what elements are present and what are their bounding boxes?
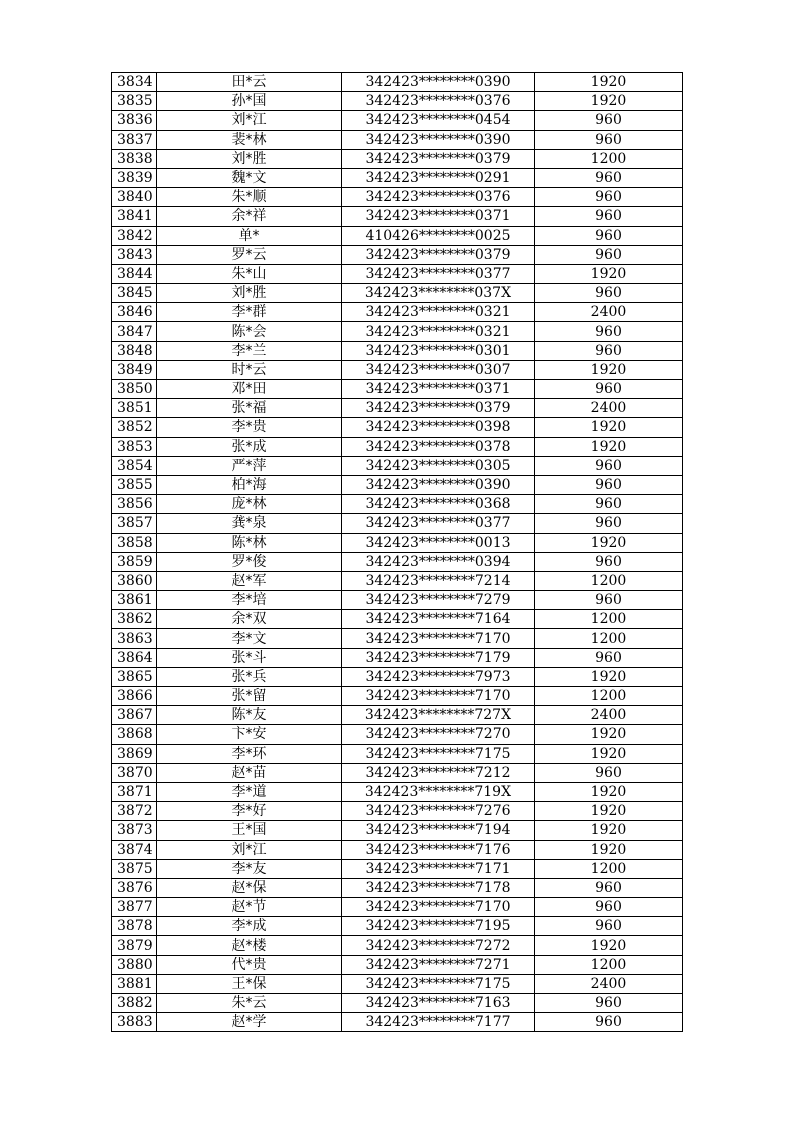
name-cell: 张*留 bbox=[157, 687, 342, 706]
id-number-cell: 342423********7271 bbox=[342, 955, 535, 974]
table-row bbox=[112, 667, 683, 686]
name-cell: 张*斗 bbox=[157, 648, 342, 667]
id-number-cell: 342423********7164 bbox=[342, 610, 535, 629]
name-cell: 李*贵 bbox=[157, 418, 342, 437]
table-row bbox=[112, 168, 683, 187]
id-number-cell: 342423********727X bbox=[342, 706, 535, 725]
id-number-cell: 410426********0025 bbox=[342, 226, 535, 245]
row-number-cell: 3844 bbox=[112, 264, 157, 283]
name-cell: 朱*顺 bbox=[157, 188, 342, 207]
amount-cell: 960 bbox=[535, 878, 683, 897]
row-number-cell: 3879 bbox=[112, 936, 157, 955]
name-cell: 陈*林 bbox=[157, 533, 342, 552]
table-row bbox=[112, 629, 683, 648]
amount-cell: 1920 bbox=[535, 667, 683, 686]
table-row bbox=[112, 1013, 683, 1032]
amount-cell: 1200 bbox=[535, 149, 683, 168]
row-number-cell: 3881 bbox=[112, 974, 157, 993]
table-row bbox=[112, 226, 683, 245]
id-number-cell: 342423********7170 bbox=[342, 687, 535, 706]
name-cell: 李*培 bbox=[157, 591, 342, 610]
id-number-cell: 342423********7973 bbox=[342, 667, 535, 686]
table-row bbox=[112, 763, 683, 782]
name-cell: 罗*俊 bbox=[157, 552, 342, 571]
amount-cell: 960 bbox=[535, 917, 683, 936]
id-number-cell: 342423********0321 bbox=[342, 303, 535, 322]
table-row bbox=[112, 552, 683, 571]
amount-cell: 1200 bbox=[535, 859, 683, 878]
table-row bbox=[112, 859, 683, 878]
amount-cell: 1200 bbox=[535, 610, 683, 629]
amount-cell: 1920 bbox=[535, 744, 683, 763]
amount-cell: 1200 bbox=[535, 955, 683, 974]
amount-cell: 1920 bbox=[535, 92, 683, 111]
name-cell: 张*福 bbox=[157, 399, 342, 418]
amount-cell: 960 bbox=[535, 763, 683, 782]
name-cell: 李*环 bbox=[157, 744, 342, 763]
amount-cell: 960 bbox=[535, 341, 683, 360]
amount-cell: 960 bbox=[535, 648, 683, 667]
row-number-cell: 3861 bbox=[112, 591, 157, 610]
id-number-cell: 342423********7276 bbox=[342, 802, 535, 821]
id-number-cell: 342423********0307 bbox=[342, 360, 535, 379]
amount-cell: 2400 bbox=[535, 303, 683, 322]
id-number-cell: 342423********7272 bbox=[342, 936, 535, 955]
row-number-cell: 3850 bbox=[112, 380, 157, 399]
table-row bbox=[112, 149, 683, 168]
id-number-cell: 342423********7214 bbox=[342, 571, 535, 590]
name-cell: 罗*云 bbox=[157, 245, 342, 264]
row-number-cell: 3863 bbox=[112, 629, 157, 648]
name-cell: 余*祥 bbox=[157, 207, 342, 226]
amount-cell: 1920 bbox=[535, 802, 683, 821]
amount-cell: 2400 bbox=[535, 974, 683, 993]
table-row bbox=[112, 706, 683, 725]
id-number-cell: 342423********7176 bbox=[342, 840, 535, 859]
id-number-cell: 342423********0376 bbox=[342, 188, 535, 207]
amount-cell: 960 bbox=[535, 380, 683, 399]
name-cell: 刘*胜 bbox=[157, 149, 342, 168]
id-number-cell: 342423********7170 bbox=[342, 898, 535, 917]
id-number-cell: 342423********0379 bbox=[342, 245, 535, 264]
id-number-cell: 342423********0371 bbox=[342, 380, 535, 399]
id-number-cell: 342423********7163 bbox=[342, 994, 535, 1013]
row-number-cell: 3857 bbox=[112, 514, 157, 533]
table-row bbox=[112, 495, 683, 514]
name-cell: 李*群 bbox=[157, 303, 342, 322]
row-number-cell: 3873 bbox=[112, 821, 157, 840]
row-number-cell: 3862 bbox=[112, 610, 157, 629]
name-cell: 张*兵 bbox=[157, 667, 342, 686]
amount-cell: 960 bbox=[535, 284, 683, 303]
amount-cell: 1920 bbox=[535, 725, 683, 744]
row-number-cell: 3839 bbox=[112, 168, 157, 187]
table-row bbox=[112, 380, 683, 399]
table-row bbox=[112, 610, 683, 629]
amount-cell: 960 bbox=[535, 188, 683, 207]
name-cell: 庞*林 bbox=[157, 495, 342, 514]
row-number-cell: 3858 bbox=[112, 533, 157, 552]
name-cell: 孙*国 bbox=[157, 92, 342, 111]
id-number-cell: 342423********7177 bbox=[342, 1013, 535, 1032]
table-row bbox=[112, 974, 683, 993]
row-number-cell: 3866 bbox=[112, 687, 157, 706]
name-cell: 陈*友 bbox=[157, 706, 342, 725]
id-number-cell: 342423********7270 bbox=[342, 725, 535, 744]
id-number-cell: 342423********0377 bbox=[342, 264, 535, 283]
amount-cell: 960 bbox=[535, 591, 683, 610]
table-row bbox=[112, 591, 683, 610]
amount-cell: 1920 bbox=[535, 936, 683, 955]
name-cell: 陈*会 bbox=[157, 322, 342, 341]
id-number-cell: 342423********0379 bbox=[342, 399, 535, 418]
row-number-cell: 3847 bbox=[112, 322, 157, 341]
table-row bbox=[112, 303, 683, 322]
name-cell: 代*贵 bbox=[157, 955, 342, 974]
row-number-cell: 3845 bbox=[112, 284, 157, 303]
name-cell: 朱*山 bbox=[157, 264, 342, 283]
name-cell: 李*成 bbox=[157, 917, 342, 936]
name-cell: 赵*军 bbox=[157, 571, 342, 590]
amount-cell: 1200 bbox=[535, 687, 683, 706]
row-number-cell: 3837 bbox=[112, 130, 157, 149]
id-number-cell: 342423********0379 bbox=[342, 149, 535, 168]
id-number-cell: 342423********7179 bbox=[342, 648, 535, 667]
amount-cell: 1920 bbox=[535, 840, 683, 859]
id-number-cell: 342423********7279 bbox=[342, 591, 535, 610]
table-row bbox=[112, 955, 683, 974]
table-row bbox=[112, 802, 683, 821]
amount-cell: 1920 bbox=[535, 73, 683, 92]
name-cell: 严*萍 bbox=[157, 456, 342, 475]
row-number-cell: 3834 bbox=[112, 73, 157, 92]
table-row bbox=[112, 264, 683, 283]
row-number-cell: 3840 bbox=[112, 188, 157, 207]
row-number-cell: 3856 bbox=[112, 495, 157, 514]
amount-cell: 960 bbox=[535, 456, 683, 475]
name-cell: 王*国 bbox=[157, 821, 342, 840]
amount-cell: 960 bbox=[535, 475, 683, 494]
name-cell: 邓*田 bbox=[157, 380, 342, 399]
amount-cell: 1920 bbox=[535, 360, 683, 379]
amount-cell: 960 bbox=[535, 245, 683, 264]
name-cell: 龚*泉 bbox=[157, 514, 342, 533]
row-number-cell: 3851 bbox=[112, 399, 157, 418]
name-cell: 赵*保 bbox=[157, 878, 342, 897]
amount-cell: 960 bbox=[535, 1013, 683, 1032]
id-number-cell: 342423********7171 bbox=[342, 859, 535, 878]
row-number-cell: 3859 bbox=[112, 552, 157, 571]
table-row bbox=[112, 322, 683, 341]
row-number-cell: 3872 bbox=[112, 802, 157, 821]
row-number-cell: 3882 bbox=[112, 994, 157, 1013]
row-number-cell: 3880 bbox=[112, 955, 157, 974]
amount-cell: 1200 bbox=[535, 571, 683, 590]
amount-cell: 960 bbox=[535, 130, 683, 149]
name-cell: 赵*苗 bbox=[157, 763, 342, 782]
table-row bbox=[112, 533, 683, 552]
table-row bbox=[112, 418, 683, 437]
row-number-cell: 3877 bbox=[112, 898, 157, 917]
amount-cell: 1920 bbox=[535, 264, 683, 283]
id-number-cell: 342423********0013 bbox=[342, 533, 535, 552]
amount-cell: 960 bbox=[535, 898, 683, 917]
id-number-cell: 342423********7195 bbox=[342, 917, 535, 936]
amount-cell: 960 bbox=[535, 207, 683, 226]
amount-cell: 960 bbox=[535, 226, 683, 245]
row-number-cell: 3842 bbox=[112, 226, 157, 245]
row-number-cell: 3835 bbox=[112, 92, 157, 111]
id-number-cell: 342423********0390 bbox=[342, 73, 535, 92]
row-number-cell: 3843 bbox=[112, 245, 157, 264]
table-row bbox=[112, 475, 683, 494]
table-row bbox=[112, 456, 683, 475]
table-row bbox=[112, 399, 683, 418]
amount-cell: 1920 bbox=[535, 437, 683, 456]
table-row bbox=[112, 898, 683, 917]
name-cell: 单* bbox=[157, 226, 342, 245]
table-row bbox=[112, 917, 683, 936]
row-number-cell: 3876 bbox=[112, 878, 157, 897]
name-cell: 卞*安 bbox=[157, 725, 342, 744]
id-number-cell: 342423********0394 bbox=[342, 552, 535, 571]
name-cell: 裴*林 bbox=[157, 130, 342, 149]
table-row bbox=[112, 111, 683, 130]
row-number-cell: 3841 bbox=[112, 207, 157, 226]
table-row bbox=[112, 360, 683, 379]
id-number-cell: 342423********0377 bbox=[342, 514, 535, 533]
id-number-cell: 342423********7178 bbox=[342, 878, 535, 897]
row-number-cell: 3860 bbox=[112, 571, 157, 590]
table-row bbox=[112, 725, 683, 744]
table-row bbox=[112, 571, 683, 590]
name-cell: 赵*楼 bbox=[157, 936, 342, 955]
name-cell: 刘*江 bbox=[157, 111, 342, 130]
amount-cell: 960 bbox=[535, 994, 683, 1013]
name-cell: 魏*文 bbox=[157, 168, 342, 187]
table-row bbox=[112, 840, 683, 859]
row-number-cell: 3853 bbox=[112, 437, 157, 456]
name-cell: 田*云 bbox=[157, 73, 342, 92]
id-number-cell: 342423********7212 bbox=[342, 763, 535, 782]
table-row bbox=[112, 284, 683, 303]
id-number-cell: 342423********037X bbox=[342, 284, 535, 303]
table-row bbox=[112, 245, 683, 264]
id-number-cell: 342423********7194 bbox=[342, 821, 535, 840]
row-number-cell: 3848 bbox=[112, 341, 157, 360]
row-number-cell: 3855 bbox=[112, 475, 157, 494]
id-number-cell: 342423********0371 bbox=[342, 207, 535, 226]
amount-cell: 1920 bbox=[535, 533, 683, 552]
id-number-cell: 342423********0291 bbox=[342, 168, 535, 187]
id-number-cell: 342423********7170 bbox=[342, 629, 535, 648]
id-number-cell: 342423********0454 bbox=[342, 111, 535, 130]
name-cell: 李*道 bbox=[157, 782, 342, 801]
id-number-cell: 342423********719X bbox=[342, 782, 535, 801]
table-row bbox=[112, 936, 683, 955]
table-row bbox=[112, 92, 683, 111]
id-number-cell: 342423********0305 bbox=[342, 456, 535, 475]
name-cell: 赵*学 bbox=[157, 1013, 342, 1032]
amount-cell: 960 bbox=[535, 514, 683, 533]
row-number-cell: 3852 bbox=[112, 418, 157, 437]
table-row bbox=[112, 341, 683, 360]
name-cell: 朱*云 bbox=[157, 994, 342, 1013]
table-row bbox=[112, 648, 683, 667]
table-body bbox=[112, 73, 683, 1032]
table-row bbox=[112, 878, 683, 897]
id-number-cell: 342423********0321 bbox=[342, 322, 535, 341]
row-number-cell: 3878 bbox=[112, 917, 157, 936]
id-number-cell: 342423********0390 bbox=[342, 475, 535, 494]
amount-cell: 960 bbox=[535, 111, 683, 130]
name-cell: 李*好 bbox=[157, 802, 342, 821]
row-number-cell: 3867 bbox=[112, 706, 157, 725]
row-number-cell: 3849 bbox=[112, 360, 157, 379]
row-number-cell: 3875 bbox=[112, 859, 157, 878]
row-number-cell: 3871 bbox=[112, 782, 157, 801]
row-number-cell: 3854 bbox=[112, 456, 157, 475]
table-row bbox=[112, 782, 683, 801]
amount-cell: 1920 bbox=[535, 782, 683, 801]
amount-cell: 2400 bbox=[535, 706, 683, 725]
name-cell: 王*保 bbox=[157, 974, 342, 993]
name-cell: 刘*胜 bbox=[157, 284, 342, 303]
amount-cell: 960 bbox=[535, 552, 683, 571]
name-cell: 柏*海 bbox=[157, 475, 342, 494]
row-number-cell: 3883 bbox=[112, 1013, 157, 1032]
name-cell: 李*友 bbox=[157, 859, 342, 878]
name-cell: 刘*江 bbox=[157, 840, 342, 859]
data-table bbox=[111, 72, 683, 1032]
table-row bbox=[112, 188, 683, 207]
id-number-cell: 342423********7175 bbox=[342, 744, 535, 763]
id-number-cell: 342423********0301 bbox=[342, 341, 535, 360]
row-number-cell: 3869 bbox=[112, 744, 157, 763]
name-cell: 余*双 bbox=[157, 610, 342, 629]
row-number-cell: 3868 bbox=[112, 725, 157, 744]
id-number-cell: 342423********0376 bbox=[342, 92, 535, 111]
row-number-cell: 3838 bbox=[112, 149, 157, 168]
row-number-cell: 3846 bbox=[112, 303, 157, 322]
row-number-cell: 3864 bbox=[112, 648, 157, 667]
name-cell: 张*成 bbox=[157, 437, 342, 456]
amount-cell: 1200 bbox=[535, 629, 683, 648]
row-number-cell: 3870 bbox=[112, 763, 157, 782]
table-row bbox=[112, 514, 683, 533]
row-number-cell: 3836 bbox=[112, 111, 157, 130]
name-cell: 时*云 bbox=[157, 360, 342, 379]
table-row bbox=[112, 744, 683, 763]
row-number-cell: 3874 bbox=[112, 840, 157, 859]
amount-cell: 1920 bbox=[535, 418, 683, 437]
id-number-cell: 342423********7175 bbox=[342, 974, 535, 993]
table-row bbox=[112, 437, 683, 456]
amount-cell: 960 bbox=[535, 495, 683, 514]
name-cell: 赵*节 bbox=[157, 898, 342, 917]
amount-cell: 960 bbox=[535, 322, 683, 341]
amount-cell: 1920 bbox=[535, 821, 683, 840]
id-number-cell: 342423********0368 bbox=[342, 495, 535, 514]
amount-cell: 960 bbox=[535, 168, 683, 187]
name-cell: 李*兰 bbox=[157, 341, 342, 360]
table-row bbox=[112, 130, 683, 149]
table-row bbox=[112, 687, 683, 706]
amount-cell: 2400 bbox=[535, 399, 683, 418]
table-row bbox=[112, 994, 683, 1013]
id-number-cell: 342423********0378 bbox=[342, 437, 535, 456]
row-number-cell: 3865 bbox=[112, 667, 157, 686]
table-row bbox=[112, 73, 683, 92]
table-row bbox=[112, 821, 683, 840]
table-row bbox=[112, 207, 683, 226]
id-number-cell: 342423********0398 bbox=[342, 418, 535, 437]
name-cell: 李*文 bbox=[157, 629, 342, 648]
id-number-cell: 342423********0390 bbox=[342, 130, 535, 149]
